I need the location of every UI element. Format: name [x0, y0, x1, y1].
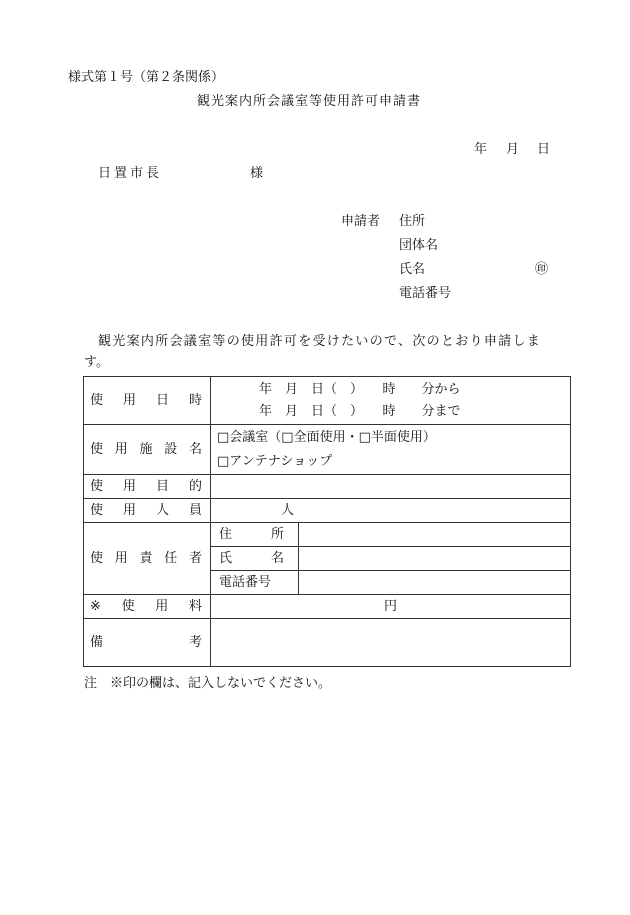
label-char: 使: [90, 502, 104, 518]
facility-option-antenna-shop[interactable]: □アンテナショップ: [217, 453, 333, 469]
row-manager-address: [84, 523, 571, 547]
label-fee: [84, 595, 211, 619]
application-table: [83, 376, 571, 667]
addressee-honorific: 様: [250, 166, 264, 181]
label-char: 住: [219, 526, 233, 542]
intro-text-line2: す。: [84, 355, 109, 370]
date-month: 月: [506, 142, 520, 157]
label-char: 時: [188, 392, 202, 408]
value-manager-address[interactable]: [299, 523, 571, 547]
label-manager: [84, 523, 211, 595]
datetime-to: 年 月 日（ ） 時 分まで: [259, 403, 461, 419]
label-char: 用: [114, 550, 128, 566]
label-char: 施: [139, 441, 153, 457]
value-purpose[interactable]: [211, 475, 571, 499]
row-people: [84, 499, 571, 523]
applicant-name-label: 氏名: [399, 262, 426, 277]
applicant-phone-label: 電話番号: [399, 286, 452, 301]
applicant-heading: 申請者: [341, 214, 381, 229]
form-number: 様式第１号（第２条関係）: [68, 70, 225, 85]
facility-option-meeting-room[interactable]: □会議室（□全面使用・□半面使用）: [217, 429, 436, 445]
applicant-group-label: 団体名: [399, 238, 439, 253]
label-char: 使: [121, 598, 135, 614]
label-char: ※: [90, 598, 101, 614]
label-char: 備: [90, 634, 104, 650]
people-unit: 人: [281, 502, 295, 518]
label-char: 所: [270, 526, 284, 542]
intro-text-line1: 観光案内所会議室等の使用許可を受けたいので、次のとおり申請しま: [98, 334, 542, 349]
value-manager-name[interactable]: [299, 547, 571, 571]
label-char: 日: [155, 392, 169, 408]
label-char: 料: [188, 598, 202, 614]
label-char: 用: [122, 478, 136, 494]
label-char: 任: [164, 550, 178, 566]
label-char: 目: [155, 478, 169, 494]
row-fee: [84, 595, 571, 619]
label-char: 員: [188, 502, 202, 518]
label-manager-name: [211, 547, 299, 571]
row-remarks: [84, 619, 571, 667]
label-char: 使: [90, 478, 104, 494]
label-char: 人: [155, 502, 169, 518]
label-char: 名: [270, 550, 284, 566]
label-char: 責: [139, 550, 153, 566]
row-facility: [84, 425, 571, 475]
label-text: 電話番号: [219, 574, 272, 590]
label-purpose: [84, 475, 211, 499]
value-remarks[interactable]: [211, 619, 571, 667]
value-manager-phone[interactable]: [299, 571, 571, 595]
label-char: 名: [188, 441, 202, 457]
label-char: 用: [114, 441, 128, 457]
datetime-from: 年 月 日（ ） 時 分から: [259, 381, 461, 397]
value-facility[interactable]: [211, 425, 571, 475]
label-char: 者: [188, 550, 202, 566]
addressee-name: 日置市長: [98, 166, 163, 181]
applicant-address-label: 住所: [399, 214, 426, 229]
label-char: 使: [90, 392, 104, 408]
date-day: 日: [537, 142, 551, 157]
label-manager-address: [211, 523, 299, 547]
label-char: 設: [164, 441, 178, 457]
label-datetime: [84, 377, 211, 425]
label-facility: [84, 425, 211, 475]
label-char: 的: [188, 478, 202, 494]
date-year: 年: [474, 142, 488, 157]
label-manager-phone: [211, 571, 299, 595]
page-title: 観光案内所会議室等使用許可申請書: [197, 94, 422, 109]
row-purpose: [84, 475, 571, 499]
label-char: 考: [188, 634, 202, 650]
fee-unit: 円: [383, 598, 397, 614]
label-char: 用: [122, 392, 136, 408]
value-datetime[interactable]: [211, 377, 571, 425]
label-char: 氏: [219, 550, 233, 566]
label-char: 用: [155, 598, 169, 614]
label-people: [84, 499, 211, 523]
label-remarks: [84, 619, 211, 667]
label-char: 使: [90, 441, 104, 457]
label-char: 用: [122, 502, 136, 518]
value-fee[interactable]: [211, 595, 571, 619]
row-datetime: [84, 377, 571, 425]
value-people[interactable]: [211, 499, 571, 523]
seal-mark: ㊞: [535, 262, 549, 277]
label-char: 使: [90, 550, 104, 566]
footnote: 注 ※印の欄は、記入しないでください。: [84, 676, 332, 691]
